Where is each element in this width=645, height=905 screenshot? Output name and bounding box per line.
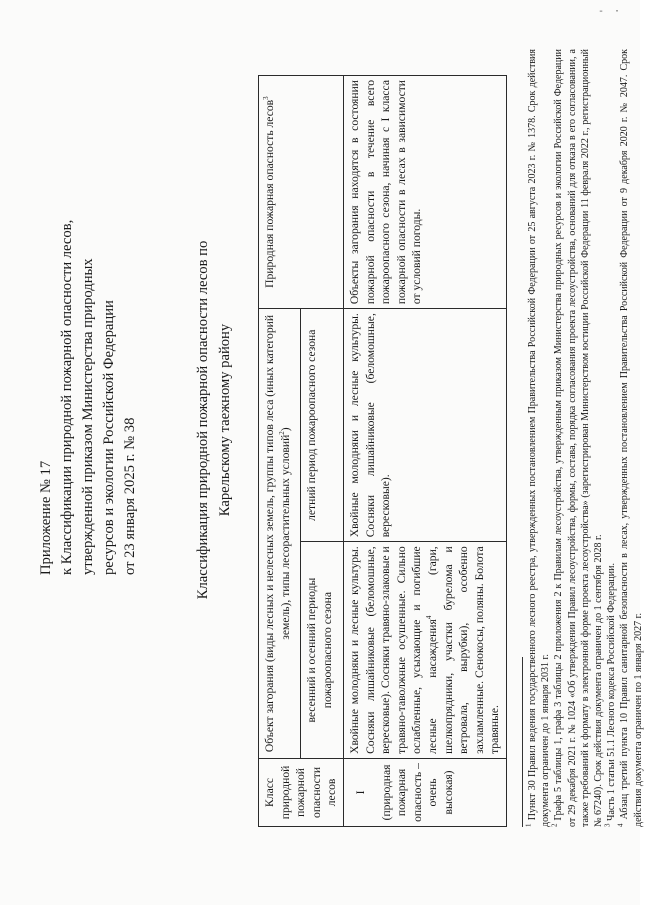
header-summer: летний период пожароопасного сезона <box>301 309 343 542</box>
footnote: $^1$ Пункт 30 Правил ведения государственного лесного реестра, утвержденных постановлением Правительства Российской Федерации от 25 августа 2023 г. № 1378. Срок действия документа ограничен до 1 января 2031 г. <box>524 49 552 827</box>
appendix-header <box>36 155 141 575</box>
table-row <box>343 76 506 827</box>
appendix-ref-line: утвержденной приказом Министерства природных <box>80 258 96 575</box>
footnotes <box>526 49 645 827</box>
appendix-number: Приложение № 17 <box>38 460 54 575</box>
title-line: Классификация природной пожарной опасности лесов по <box>195 240 211 600</box>
header-class: Класс природной пожарной опасности лесов <box>259 758 344 826</box>
appendix-ref-line: ресурсов и экологии Российской Федерации <box>101 300 117 575</box>
footnote: $^4$ Абзац третий пункта 10 Правил санитарной безопасности в лесах, утвержденных постановлением Правительства Российской Федерации от 9 декабря 2020 г. № 2047. Срок действия документа ограничен по 1 января 2027 г. <box>617 49 644 827</box>
header-object: Объект загорания (виды лесных и нелесных земель, группы типов леса (иных категорий земель), типы лесорастительных условий$^2$) <box>259 309 301 759</box>
appendix-date: от 23 января 2025 г. № 38 <box>122 417 138 575</box>
footnote-divider <box>522 657 523 827</box>
cell-danger: Объекты загорания находятся в состоянии пожарной опасности в течение всего пожароопасного сезона, начиная с I класса пожарной опасности в лесах в зависимости от условий погоды. <box>343 76 506 309</box>
cell-spring: Хвойные молодняки и лесные культуры. Сосняки лишайниковые (беломошные, вересковые). Сосняки травяно-злаковые и травяно-таволжные осушенные. Сильно ослабленные, усыхающие и погибшие лесные насаждения$^4$ (гари, шелкопрядники, участки бурелома и ветровала, вырубки), особенно захламленные. Сенокосы, поляны. Болота травяные. <box>343 542 506 759</box>
scan-mark: - · <box>597 6 622 17</box>
document-title <box>192 140 236 700</box>
header-danger: Природная пожарная опасность лесов$^3$ <box>259 76 344 309</box>
table-header-row <box>259 76 301 827</box>
cell-class <box>343 758 506 826</box>
title-line: Карельскому таежному району <box>217 323 233 517</box>
footnote: $^2$ Графа 5 таблицы 1, графа 3 таблицы 2 приложения 2 к Правилам лесоустройства, утвержденным приказом Министерства природных ресурсов и экологии Российской Федерации от 29 декабря 2021 г. № 1024 «Об утверждении Правил лесоустройства, формы, состава, порядка согласования проекта лесоустройства, оснований для отказа в его согласовании, а также требований к формату в электронной форме проекта лесоустройства» (зарегистрирован Министерством юстиции Российской Федерации 11 февраля 2022 г., регистрационный № 67240). Срок действия документа ограничен до 1 сентября 2028 г. <box>551 49 605 827</box>
class-numeral: I <box>353 790 367 795</box>
header-spring: весенний и осенний периоды пожароопасного сезона <box>301 542 343 759</box>
appendix-ref-line: к Классификации природной пожарной опасности лесов, <box>59 219 75 575</box>
footnote: $^3$ Часть 1 статьи 51.1 Лесного кодекса Российской Федерации. <box>603 563 618 827</box>
class-description: (природная пожарная опасность – очень высокая) <box>379 763 455 822</box>
cell-summer: Хвойные молодняки и лесные культуры. Сосняки лишайниковые (беломошные, вересковые). <box>343 309 506 542</box>
classification-table <box>258 75 507 827</box>
